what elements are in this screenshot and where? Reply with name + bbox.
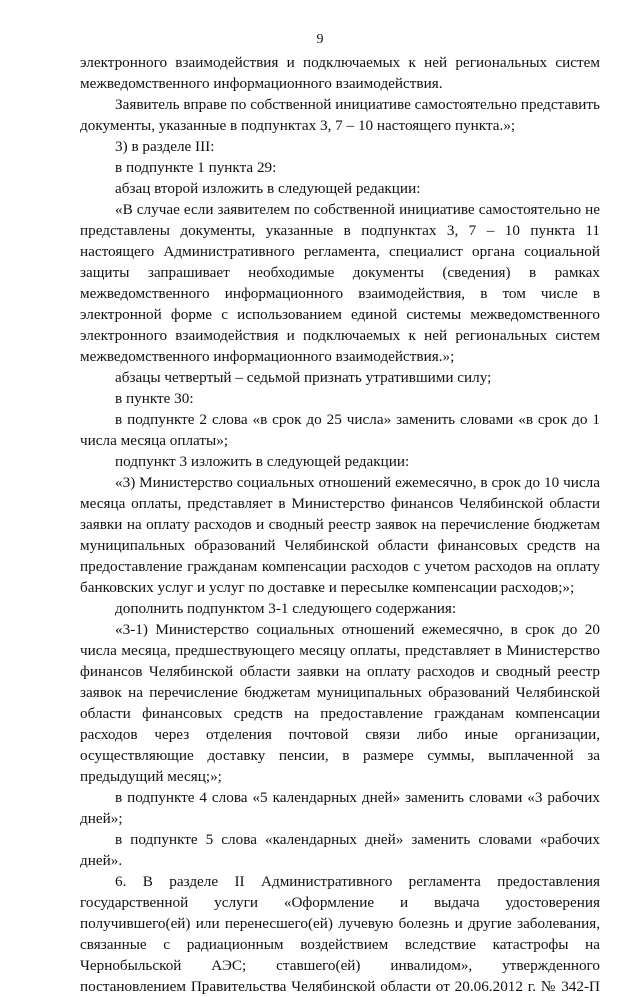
paragraph: «3) Министерство социальных отношений ежемесячно, в срок до 10 числа месяца оплаты, представляет в Министерство финансов Челябинской области заявки на оплату расходов и сводный реестр заявок на перечисление бюджетам муниципальных образований Челябинской области финансовых средств на предоставление гражданам компенсации расходов с учетом расходов на оплату банковских услуг и услуг по доставке и пересылке компенсации расходов;»; [80,474,600,596]
paragraph: «В случае если заявителем по собственной инициативе самостоятельно не представлены документы, указанные в подпунктах 3, 7 – 10 пункта 11 настоящего Административного регламента, специалист органа социальной защиты запрашивает необходимые документы (сведения) в рамках межведомственного информационного взаимодействия, в том числе в электронной форме с использованием единой системы межведомственного электронного взаимодействия и подключаемых к ней региональных систем межведомственного информационного взаимодействия.»; [80,201,600,365]
paragraph: электронного взаимодействия и подключаемых к ней региональных систем межведомственного информационного взаимодействия. [80,54,600,92]
paragraph: дополнить подпунктом 3-1 следующего содержания: [115,600,457,617]
paragraph: в подпункте 2 слова «в срок до 25 числа» заменить словами «в срок до 1 числа месяца оплаты»; [80,411,600,449]
paragraph: в подпункте 5 слова «календарных дней» заменить словами «рабочих дней». [80,831,600,869]
paragraph: 6. В разделе II Административного регламента предоставления государственной услуги «Оформление и выдача удостоверения получившего(ей) или перенесшего(ей) лучевую болезнь и другие заболевания, связанные с радиационным воздействием вследствие катастрофы на Чернобыльской АЭС; ставшего(ей) инвалидом», утвержденного постановлением Правительства Челябинской области от 20.06.2012 г. № 342-П [80,873,600,995]
paragraph: абзац второй изложить в следующей редакции: [115,180,421,197]
document-body [80,52,600,997]
paragraph: в пункте 30: [115,390,194,407]
paragraph: 3) в разделе III: [115,138,215,155]
paragraph: «3-1) Министерство социальных отношений ежемесячно, в срок до 20 числа месяца, предшествующего месяцу оплаты, представляет в Министерство финансов Челябинской области заявки на оплату расходов и сводный реестр заявок на перечисление бюджетам муниципальных образований Челябинской области финансовых средств на предоставление гражданам компенсации расходов через отделения почтовой связи либо иные организации, осуществляющие доставку пенсии, в размере суммы, выплаченной за предыдущий месяц;»; [80,621,600,785]
paragraph: абзацы четвертый – седьмой признать утратившими силу; [115,369,492,386]
paragraph: в подпункте 4 слова «5 календарных дней» заменить словами «3 рабочих дней»; [80,789,600,827]
paragraph: подпункт 3 изложить в следующей редакции: [115,453,410,470]
page-number: 9 [316,32,324,47]
paragraph: Заявитель вправе по собственной инициативе самостоятельно представить документы, указанные в подпунктах 3, 7 – 10 настоящего пункта.»; [80,96,600,134]
paragraph: в подпункте 1 пункта 29: [115,159,277,176]
